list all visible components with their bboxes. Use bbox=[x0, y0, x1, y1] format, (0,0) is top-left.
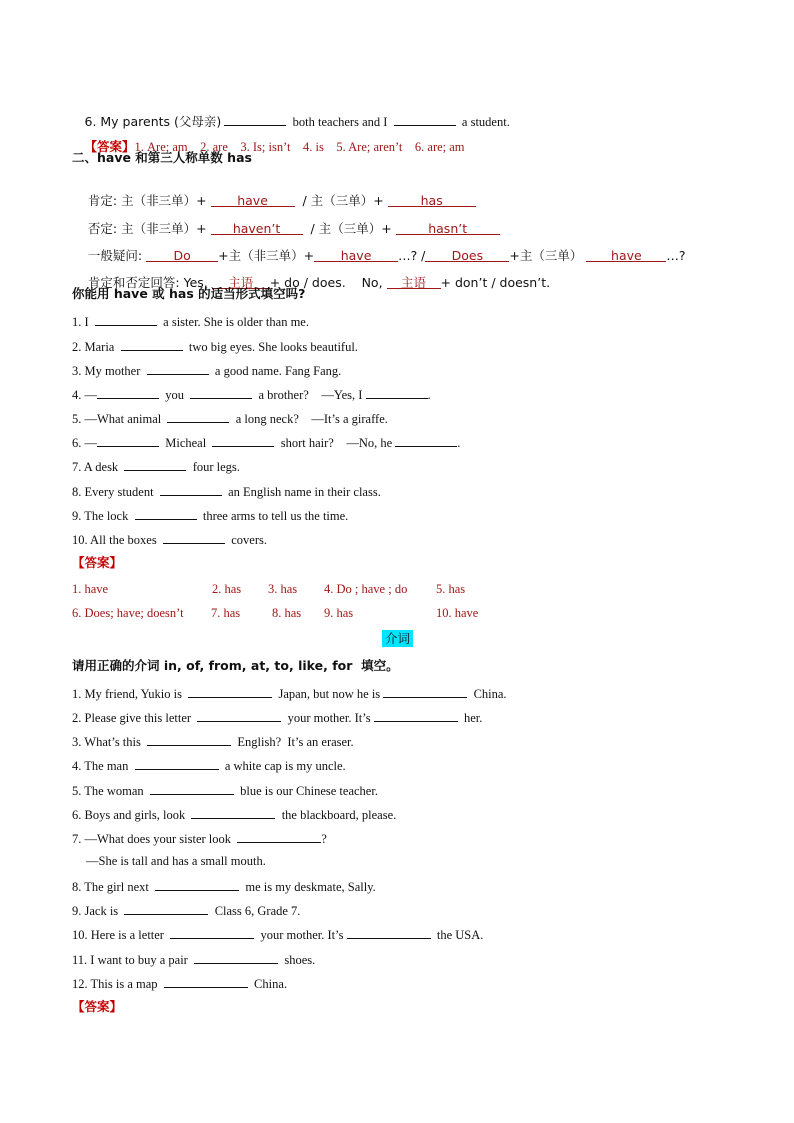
have-question-2: 2. Maria two big eyes. She looks beautiful. bbox=[72, 337, 358, 355]
blank bbox=[212, 433, 274, 447]
rule-reply: 肯定和否定回答: Yes, 主语 + do / does. No, 主语 + don’t / doesn’t. bbox=[87, 275, 551, 290]
answer-item: 7. has bbox=[211, 606, 241, 620]
answer-blank: have bbox=[586, 248, 666, 262]
blank bbox=[164, 974, 248, 988]
blank bbox=[167, 409, 229, 423]
answer-line-1: 【答案】1. Are; am 2. are 3. Is; isn’t 4. is 5. Are; aren’t 6. are; am bbox=[84, 139, 465, 154]
have-question-10: 10. All the boxes covers. bbox=[72, 530, 267, 548]
rule-general-question: 一般疑问: Do +主（非三单）+ have …? / Does +主（三单） have …? bbox=[87, 248, 686, 263]
blank bbox=[383, 684, 467, 698]
prep-question-7-reply: —She is tall and has a small mouth. bbox=[86, 854, 266, 868]
answer-label-2: 【答案】 bbox=[72, 555, 123, 570]
answer-blank: 主语 bbox=[387, 275, 441, 289]
blank bbox=[135, 506, 197, 520]
answer-item: 6. Does; have; doesn’t bbox=[72, 606, 184, 620]
blank bbox=[347, 925, 431, 939]
blank bbox=[395, 433, 457, 447]
have-question-8: 8. Every student an English name in their class. bbox=[72, 482, 381, 500]
blank bbox=[163, 530, 225, 544]
blank bbox=[150, 781, 234, 795]
answer-blank: Do bbox=[146, 248, 218, 262]
have-question-1: 1. I a sister. She is older than me. bbox=[72, 312, 309, 330]
answer-blank: Does bbox=[425, 248, 509, 262]
prep-question-5: 5. The woman blue is our Chinese teacher. bbox=[72, 781, 378, 799]
answer-label-3: 【答案】 bbox=[72, 999, 123, 1014]
answer-item: 5. has bbox=[436, 582, 466, 596]
prep-question-3: 3. What’s this English? It’s an eraser. bbox=[72, 732, 354, 750]
blank bbox=[135, 756, 219, 770]
blank bbox=[170, 925, 254, 939]
question-6-parents: 6. My parents (父母亲) both teachers and I a student. bbox=[84, 114, 510, 129]
answer-item: 4. Do ; have ; do bbox=[324, 582, 408, 596]
blank bbox=[188, 684, 272, 698]
blank bbox=[124, 901, 208, 915]
answer-item: 1. have bbox=[72, 582, 109, 596]
blank bbox=[374, 708, 458, 722]
have-question-7: 7. A desk four legs. bbox=[72, 457, 240, 475]
blank bbox=[194, 950, 278, 964]
answer-blank: haven’t bbox=[211, 221, 303, 235]
blank bbox=[124, 457, 186, 471]
prep-question-7: 7. —What does your sister look ? bbox=[72, 829, 327, 847]
prep-question-1: 1. My friend, Yukio is Japan, but now he is China. bbox=[72, 684, 507, 702]
prep-question-4: 4. The man a white cap is my uncle. bbox=[72, 756, 346, 774]
blank bbox=[147, 361, 209, 375]
blank bbox=[147, 732, 231, 746]
prep-question-12: 12. This is a map China. bbox=[72, 974, 287, 992]
answer-item: 9. has bbox=[324, 606, 354, 620]
blank bbox=[97, 385, 159, 399]
have-question-4: 4. — you a brother? —Yes, I . bbox=[72, 385, 431, 403]
blank bbox=[190, 385, 252, 399]
blank bbox=[237, 829, 321, 843]
answer-item: 3. has bbox=[268, 582, 298, 596]
rule-affirmative: 肯定: 主（非三单）+ have / 主（三单）+ has bbox=[72, 177, 476, 225]
blank bbox=[366, 385, 428, 399]
blank bbox=[121, 337, 183, 351]
answer-item: 10. have bbox=[436, 606, 479, 620]
prep-question-2: 2. Please give this letter your mother. It’s her. bbox=[72, 708, 482, 726]
blank bbox=[197, 708, 281, 722]
answer-item: 8. has bbox=[272, 606, 302, 620]
blank bbox=[95, 312, 157, 326]
prep-question-6: 6. Boys and girls, look the blackboard, please. bbox=[72, 805, 396, 823]
answer-blank: have bbox=[314, 248, 398, 262]
have-exercise-title: 你能用 have 或 has 的适当形式填空吗? bbox=[72, 286, 306, 301]
section-title-have-has: 二、have 和第三人称单数 has bbox=[72, 150, 252, 165]
prep-question-9: 9. Jack is Class 6, Grade 7. bbox=[72, 901, 300, 919]
have-question-3: 3. My mother a good name. Fang Fang. bbox=[72, 361, 341, 379]
answer-blank: has bbox=[388, 193, 476, 207]
prep-question-10: 10. Here is a letter your mother. It’s the USA. bbox=[72, 925, 483, 943]
rule-negative: 否定: 主（非三单）+ haven’t / 主（三单）+ hasn’t bbox=[72, 205, 500, 253]
blank bbox=[155, 877, 239, 891]
blank bbox=[97, 433, 159, 447]
prep-question-8: 8. The girl next me is my deskmate, Sally. bbox=[72, 877, 376, 895]
answer-blank: have bbox=[211, 193, 295, 207]
have-question-6: 6. — Micheal short hair? —No, he . bbox=[72, 433, 460, 451]
have-question-5: 5. —What animal a long neck? —It’s a giraffe. bbox=[72, 409, 388, 427]
preposition-heading: 介词 bbox=[382, 630, 413, 647]
prep-question-11: 11. I want to buy a pair shoes. bbox=[72, 950, 315, 968]
blank bbox=[160, 482, 222, 496]
blank bbox=[191, 805, 275, 819]
answer-blank: 主语 bbox=[212, 275, 270, 289]
answer-item: 2. has bbox=[212, 582, 242, 596]
have-question-9: 9. The lock three arms to tell us the time. bbox=[72, 506, 348, 524]
preposition-exercise-title: 请用正确的介词 in, of, from, at, to, like, for 填空。 bbox=[72, 658, 399, 673]
answer-blank: hasn’t bbox=[396, 221, 500, 235]
